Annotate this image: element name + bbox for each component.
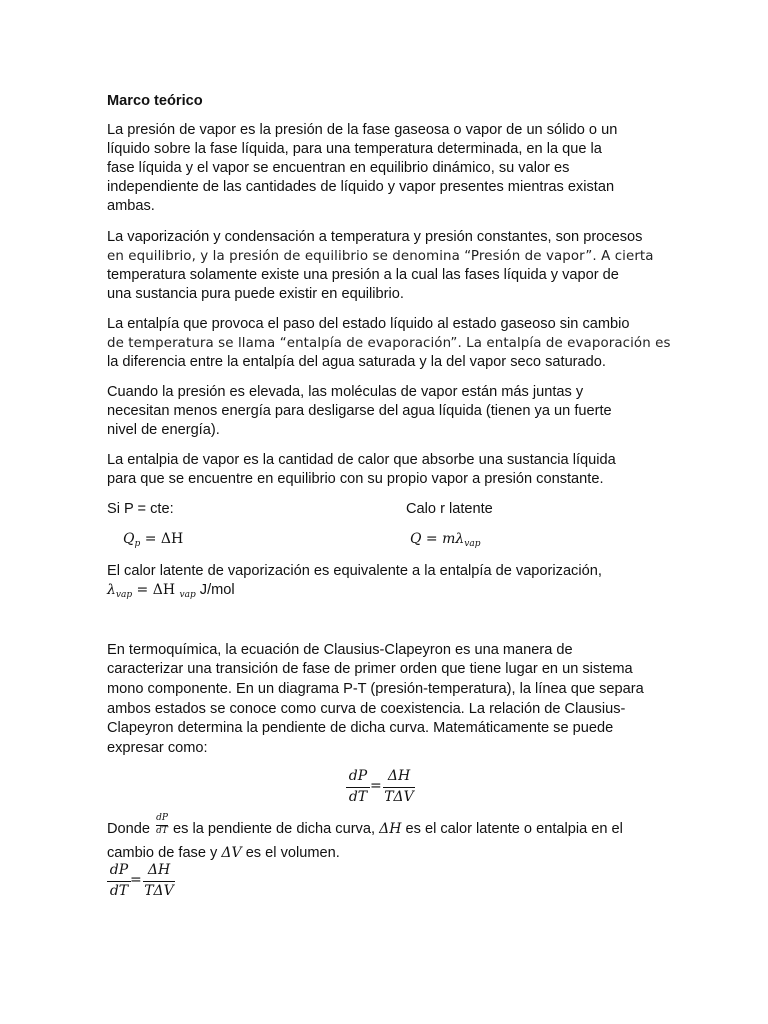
paragraph-line: La entalpía que provoca el paso del estado líquido al estado gaseoso sin cambio [107, 316, 630, 332]
equals-sign: = [370, 778, 382, 794]
section-heading: Marco teórico [107, 93, 203, 109]
paragraph-line: independiente de las cantidades de líquido y vapor presentes mientras existan [107, 179, 615, 195]
equation-rhs-fraction: ΔH TΔV [384, 768, 414, 805]
paragraph-line: es la pendiente de dicha curva, ΔH es el calor latente o entalpia en el [173, 821, 623, 837]
paragraph-line: expresar como: [107, 740, 208, 756]
paragraph-line: cambio de fase y ΔV es el volumen. [107, 845, 340, 861]
paragraph-line: Cuando la presión es elevada, las moléculas de vapor están más juntas y [107, 384, 584, 400]
paragraph-line: La presión de vapor es la presión de la fase gaseosa o vapor de un sólido o un [107, 122, 618, 138]
paragraph-line: Clapeyron determina la pendiente de dicha curva. Matemáticamente se puede [107, 720, 614, 736]
equation2-rhs-fraction: ΔH TΔV [144, 862, 174, 899]
paragraph-line: en equilibrio, y la presión de equilibrio se denomina “Presión de vapor”. A cierta [107, 249, 654, 264]
paragraph-line: ambas. [107, 198, 155, 214]
paragraph-line: fase líquida y el vapor se encuentran en equilibrio dinámico, su valor es [107, 160, 570, 176]
equation2-lhs-fraction: dP dT [105, 862, 133, 902]
paragraph-line: necesitan menos energía para desligarse del agua líquida (tienen ya un fuerte [107, 403, 612, 419]
paragraph-line: para que se encuentre en equilibrio con su propio vapor a presión constante. [107, 471, 604, 487]
donde-word: Donde [107, 821, 151, 837]
paragraph-line: El calor latente de vaporización es equivalente a la entalpía de vaporización, [107, 563, 602, 579]
paragraph-line: mono componente. En un diagrama P-T (presión-temperatura), la línea que separa [107, 681, 644, 697]
inline-derivative-fraction: dP dT [156, 813, 168, 836]
equation-lhs-fraction: dP dT [344, 768, 372, 808]
paragraph-line: La entalpia de vapor es la cantidad de calor que absorbe una sustancia líquida [107, 452, 616, 468]
paragraph-line: La vaporización y condensación a temperatura y presión constantes, son procesos [107, 229, 643, 245]
paragraph-line: nivel de energía). [107, 422, 220, 438]
equals-sign: = [130, 872, 142, 888]
paragraph-line: temperatura solamente existe una presión a la cual las fases líquida y vapor de [107, 267, 619, 283]
latent-heat-label: Calo r latente [406, 501, 493, 517]
paragraph-line: líquido sobre la fase líquida, para una temperatura determinada, en la que la [107, 141, 602, 157]
formula-qp: $Q_p = \Delta H$ [123, 531, 184, 549]
paragraph-line: la diferencia entre la entalpía del agua saturada y la del vapor seco saturado. [107, 354, 606, 370]
formula-q-latent: $Q = m\lambda_{vap}$ [410, 531, 481, 549]
paragraph-line: En termoquímica, la ecuación de Clausius-Clapeyron es una manera de [107, 642, 573, 658]
paragraph-line: caracterizar una transición de fase de primer orden que tiene lugar en un sistema [107, 661, 633, 677]
condition-label: Si P = cte: [107, 501, 174, 517]
paragraph-line: una sustancia pura puede existir en equilibrio. [107, 286, 404, 302]
lambda-equation-line: $\lambda_{vap} = \Delta H$ $_{vap}$ J/mol [107, 582, 235, 600]
paragraph-line: de temperatura se llama “entalpía de evaporación”. La entalpía de evaporación es [107, 336, 671, 351]
paragraph-line: ambos estados se conoce como curva de coexistencia. La relación de Clausius- [107, 701, 626, 717]
